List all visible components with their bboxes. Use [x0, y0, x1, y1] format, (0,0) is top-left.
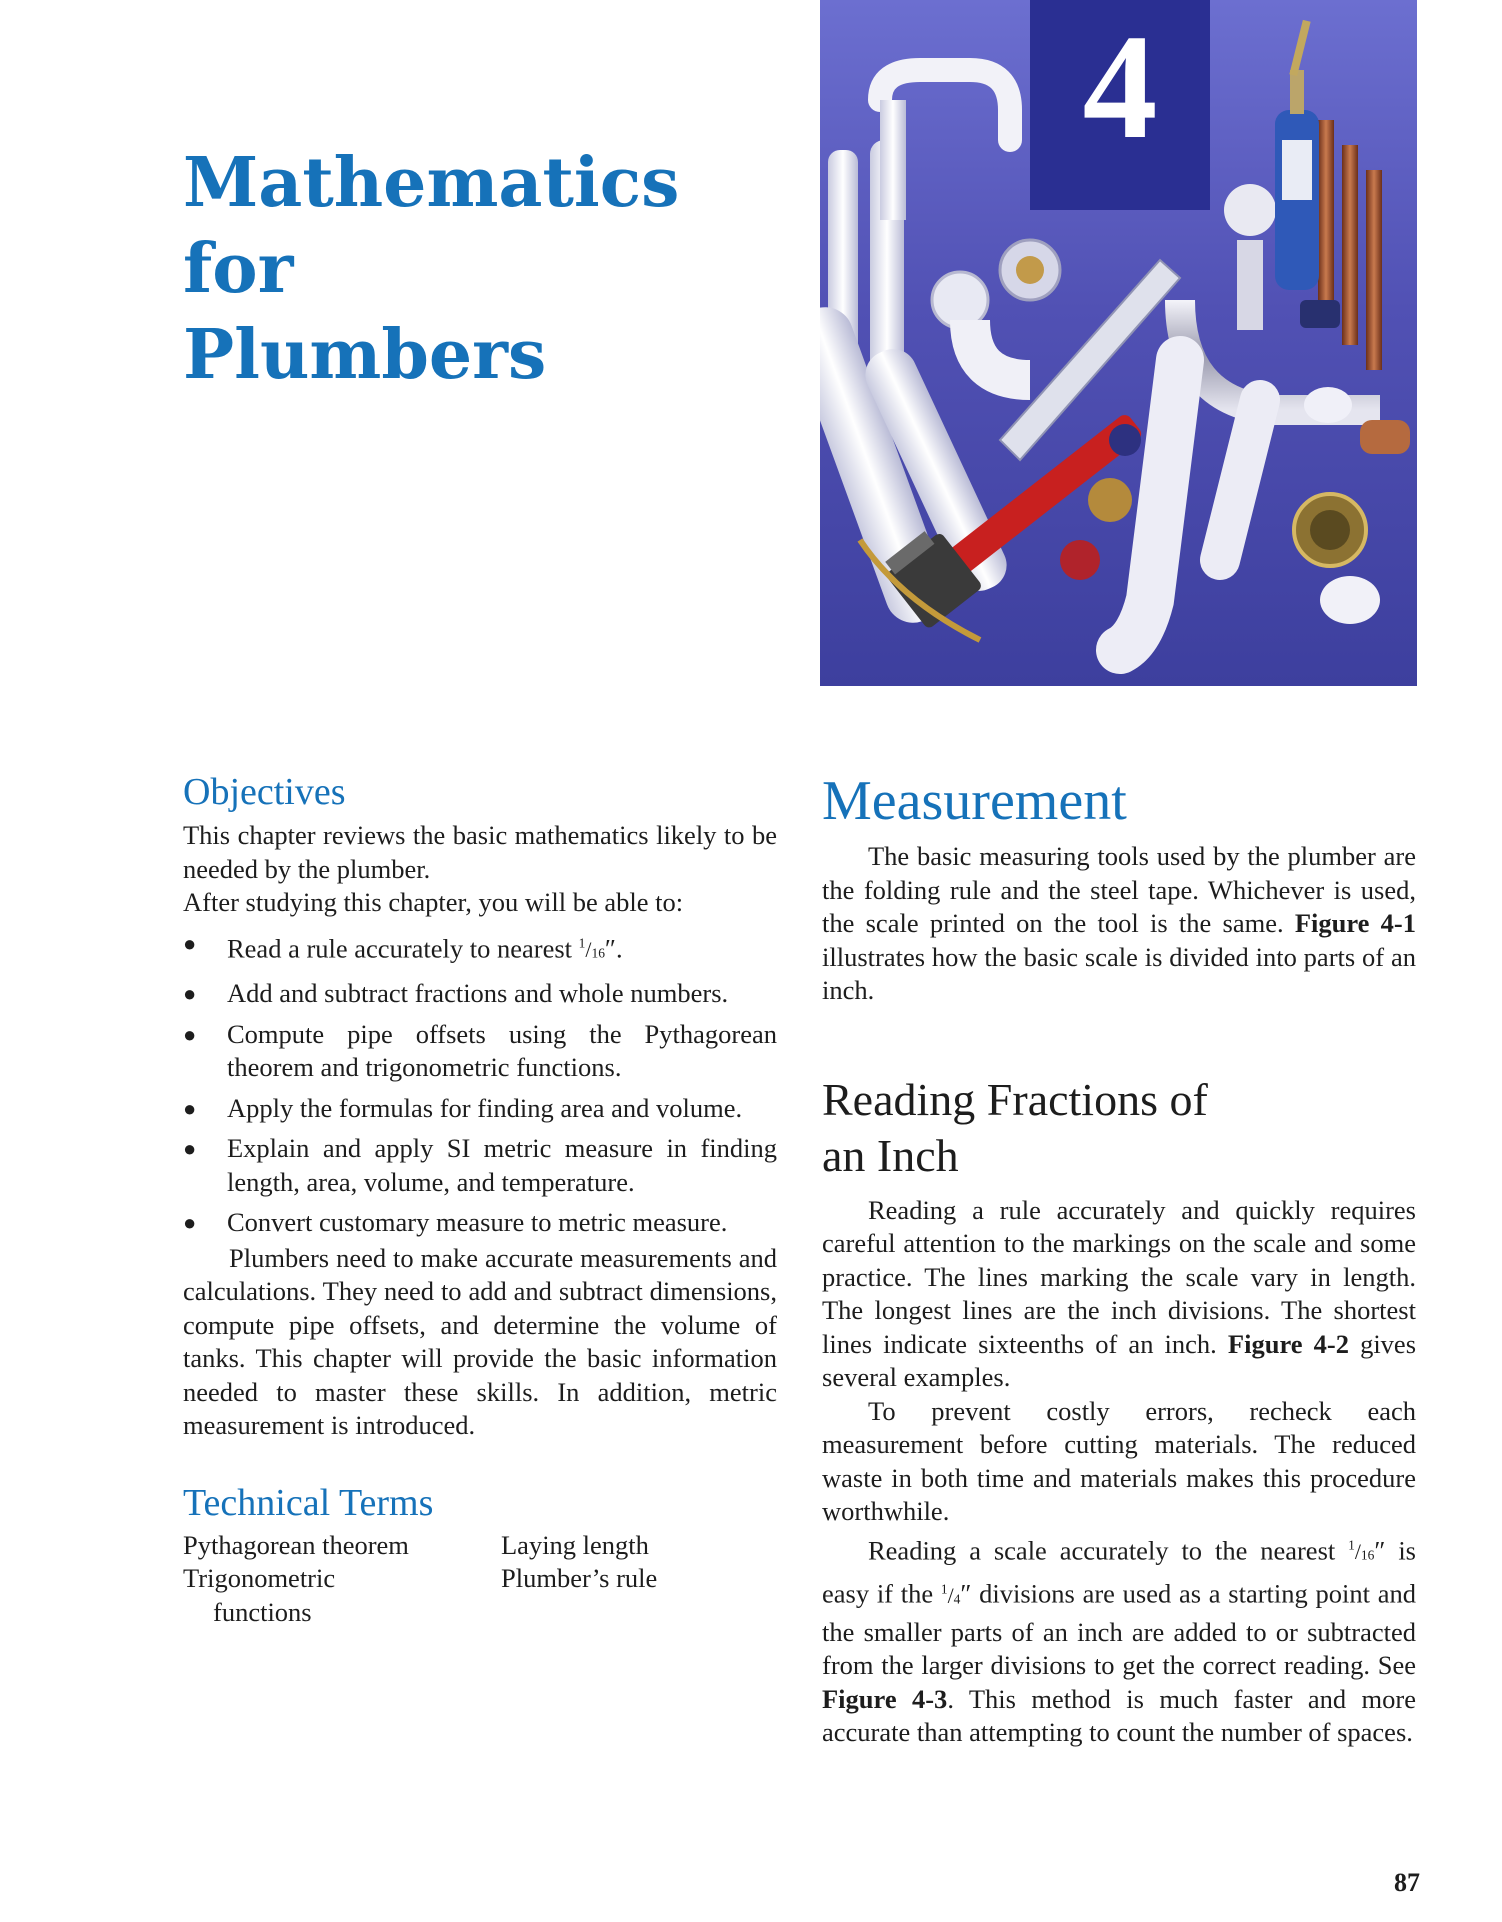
- objective-text: Apply the formulas for finding area and volume.: [227, 1092, 743, 1123]
- terms-column-1: [183, 1529, 501, 1630]
- bullet-icon: ●: [183, 981, 197, 1007]
- measurement-paragraph: The basic measuring tools used by the plumber are the folding rule and the steel tape. Whichever is used, the scale printed on the tool is the same. Figure 4-1 illustrates how the basic scale is divided into parts of an inch.: [822, 841, 1416, 1005]
- objective-text: Add and subtract fractions and whole numbers.: [227, 978, 729, 1009]
- chapter-title-line2: Plumbers: [183, 315, 547, 395]
- objective-text: Compute pipe offsets using the Pythagorean theorem and trigonometric functions.: [227, 1018, 777, 1083]
- objectives-lead-in: After studying this chapter, you will be able to:: [183, 887, 684, 917]
- fraction: $^1/_{16}$: [1348, 1537, 1375, 1564]
- terms-column-2: [501, 1529, 761, 1630]
- bullet-icon: ●: [183, 1021, 197, 1047]
- figure-reference: Figure 4-2: [1227, 1328, 1349, 1359]
- figure-reference: Figure 4-3: [822, 1683, 948, 1714]
- term: Pythagorean theorem: [183, 1529, 409, 1560]
- left-column: [183, 770, 777, 1629]
- objectives-paragraph: Plumbers need to make accurate measurements and calculations. They need to add and subtract dimensions, compute pipe offsets, and determine the volume of tanks. This chapter will provide the basic information needed to master these skills. In addition, metric measurement is introduced.: [183, 1242, 777, 1441]
- objective-item: [183, 1206, 777, 1240]
- bullet-icon: ●: [183, 930, 197, 956]
- objective-item: [183, 1018, 777, 1085]
- chapter-title-line1: Mathematics for: [183, 143, 680, 309]
- technical-terms-heading: Technical Terms: [183, 1481, 434, 1524]
- figure-reference: Figure 4-1: [1294, 908, 1416, 938]
- objective-text: Read a rule accurately to nearest: [227, 932, 579, 963]
- term: Trigonometric functions: [183, 1563, 336, 1627]
- objective-item: ● Read a rule accurately to nearest $^1/_{16}''$.: [183, 927, 777, 971]
- term: Plumber’s rule: [501, 1563, 658, 1594]
- fraction: $^1/_4$: [940, 1581, 961, 1608]
- objectives-intro: This chapter reviews the basic mathematics likely to be needed by the plumber.: [183, 820, 777, 884]
- objective-item: [183, 1132, 777, 1199]
- bullet-icon: ●: [183, 1136, 197, 1162]
- technical-terms-list: [183, 1529, 777, 1630]
- objective-item: [183, 977, 777, 1011]
- reading-fractions-paragraph-2: To prevent costly errors, recheck each measurement before cutting materials. The reduced waste in both time and materials makes this procedure worthwhile.: [822, 1395, 1416, 1526]
- reading-fractions-heading: Reading Fractions of an Inch: [822, 1073, 1208, 1181]
- chapter-number: 4: [1082, 4, 1158, 170]
- page-number: 87: [1394, 1868, 1420, 1897]
- reading-fractions-paragraph-3: Reading a scale accurately to the nearest $^1/_{16}''$ is easy if the $^1/_4''$ divisions are used as a starting point and the smaller parts of an inch are added to or subtracted from the larger divisions to get the correct reading. See Figure 4-3. This method is much faster and more accurate than attempting to count the number of spaces.: [822, 1534, 1416, 1748]
- objective-item: [183, 1092, 777, 1126]
- objectives-heading: Objectives: [183, 771, 346, 813]
- measurement-heading: Measurement: [822, 770, 1127, 832]
- reading-fractions-paragraph-1: Reading a rule accurately and quickly requires careful attention to the markings on the scale and some practice. The lines marking the scale vary in length. The longest lines are the inch divisions. The shortest lines indicate sixteenths of an inch. Figure 4-2 gives several examples.: [822, 1194, 1417, 1392]
- term: Laying length: [501, 1529, 649, 1560]
- objectives-list: [183, 927, 777, 1240]
- objective-text: Convert customary measure to metric measure.: [227, 1207, 728, 1238]
- chapter-title: [183, 140, 803, 398]
- bullet-icon: ●: [183, 1095, 197, 1121]
- bullet-icon: ●: [183, 1210, 197, 1236]
- fraction: $^1/_{16}$: [578, 935, 605, 962]
- chapter-number-box: [1030, 0, 1210, 210]
- objective-text: Explain and apply SI metric measure in finding length, area, volume, and temperature.: [227, 1133, 777, 1197]
- right-column: [822, 770, 1416, 1750]
